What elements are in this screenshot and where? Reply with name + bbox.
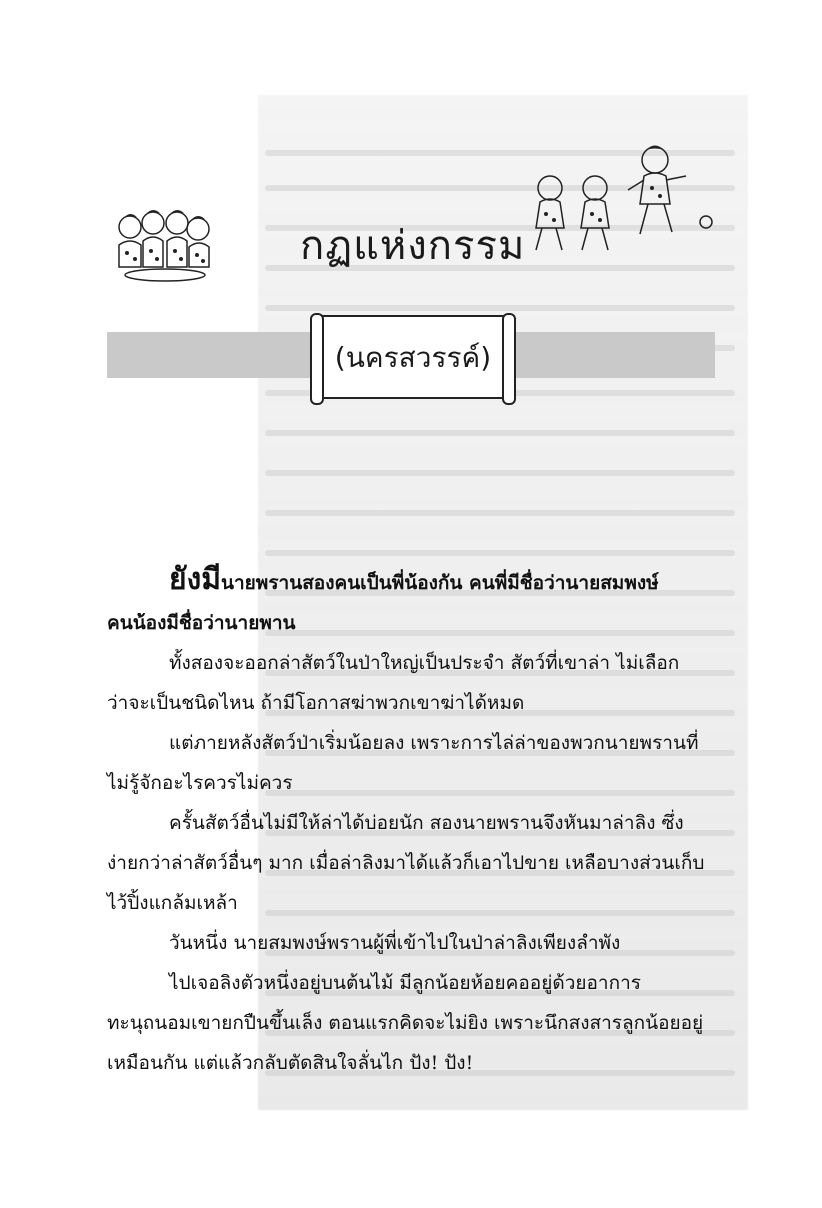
story-line: ครั้นสัตว์อื่นไม่มีให้ล่าได้บ่อยนัก สองนายพรานจึงหันมาล่าลิง ซึ่ง — [169, 812, 684, 834]
walking-children-illustration — [520, 140, 720, 255]
story-body — [107, 560, 717, 1083]
story-line: แต่ภายหลังสัตว์ป่าเริ่มน้อยลง เพราะการไล่ล่าของพวกนายพรานที่ — [169, 732, 699, 754]
bleed-through-line — [265, 510, 735, 516]
story-line: ว่าจะเป็นชนิดไหน ถ้ามีโอกาสฆ่าพวกเขาฆ่าได้หมด — [107, 692, 525, 714]
story-opening-line-2: คนน้องมีชื่อว่านายพาน — [107, 612, 296, 634]
story-line: ไปเจอลิงตัวหนึ่งอยู่บนต้นไม้ มีลูกน้อยห้อยคออยู่ด้วยอาการ — [169, 972, 641, 994]
story-lines — [107, 643, 717, 1083]
bleed-through-line — [265, 430, 735, 436]
opening-rest: นายพรานสองคนเป็นพี่น้องกัน คนพี่มีชื่อว่านายสมพงษ์ — [221, 572, 659, 594]
bleed-through-line — [265, 305, 735, 311]
chapter-subtitle: (นครสวรรค์) — [334, 341, 492, 374]
story-opening-line — [107, 560, 717, 603]
story-line: ไว้ปิ้งแกล้มเหล้า — [107, 892, 238, 914]
bleed-through-line — [265, 550, 735, 556]
children-group-illustration — [105, 205, 225, 285]
story-line: ง่ายกว่าล่าสัตว์อื่นๆ มาก เมื่อล่าลิงมาได้แล้วก็เอาไปขาย เหลือบางส่วนเก็บ — [107, 852, 705, 874]
story-line: วันหนึ่ง นายสมพงษ์พรานผู้พี่เข้าไปในป่าล่าลิงเพียงลำพัง — [169, 932, 621, 954]
story-line: ทั้งสองจะออกล่าสัตว์ในป่าใหญ่เป็นประจำ สัตว์ที่เขาล่า ไม่เลือก — [169, 652, 680, 674]
story-line: ไม่รู้จักอะไรควรไม่ควร — [107, 772, 293, 794]
bleed-through-line — [265, 470, 735, 476]
chapter-title: กฏแห่งกรรม — [300, 223, 526, 269]
opening-word: ยังมี — [169, 562, 222, 597]
story-line: เหมือนกัน แต่แล้วกลับตัดสินใจลั่นไก ปัง! ปัง! — [107, 1052, 474, 1074]
story-line: ทะนุถนอมเขายกปืนขึ้นเล็ง ตอนแรกคิดจะไม่ยิง เพราะนึกสงสารลูกน้อยอยู่ — [107, 1012, 704, 1034]
